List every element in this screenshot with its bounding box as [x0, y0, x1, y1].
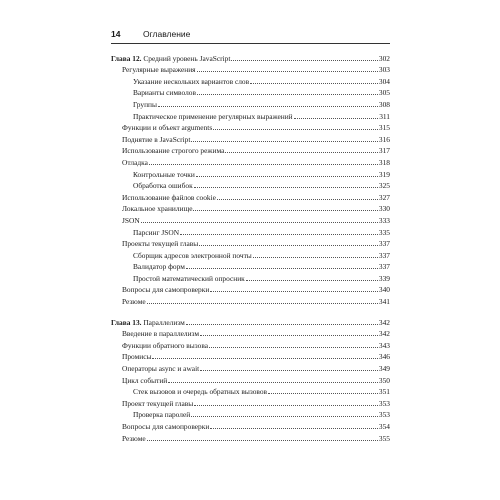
entry-title: Регулярные выражения: [122, 65, 196, 75]
dot-leader: [191, 415, 378, 417]
toc-entry[interactable]: [111, 283, 390, 295]
page-ref: 318: [378, 157, 390, 167]
chapter-gap: [111, 306, 390, 315]
page-ref: 351: [378, 387, 390, 397]
entry-title: Операторы async и await: [122, 364, 200, 374]
chapter-name: Средний уровень JavaScript: [143, 53, 231, 63]
toc-entry[interactable]: [111, 155, 390, 167]
page-ref: 305: [378, 88, 390, 98]
page-ref: 349: [378, 364, 390, 374]
entry-title: Варианты символов: [133, 88, 196, 98]
dot-leader: [186, 323, 378, 325]
page-ref: 302: [378, 53, 390, 63]
entry-title: JSON: [122, 215, 140, 225]
dot-leader: [152, 357, 377, 359]
toc-entry[interactable]: [111, 202, 390, 214]
dot-leader: [200, 334, 378, 336]
page-number: 14: [111, 29, 121, 39]
chapter-label: Глава 12.: [111, 53, 142, 63]
entry-title: Группы: [133, 99, 157, 109]
header-rule: [111, 43, 390, 44]
dot-leader: [196, 175, 378, 177]
entry-title: Локальное хранилище: [122, 204, 193, 214]
dot-leader: [209, 346, 378, 348]
dot-leader: [194, 404, 378, 406]
dot-leader: [147, 302, 378, 304]
page-ref: 339: [378, 273, 390, 283]
entry-title: Парсинг JSON: [133, 227, 180, 237]
dot-leader: [197, 93, 378, 95]
chapter-label: Глава 13.: [111, 317, 142, 327]
entry-title: Промисы: [122, 352, 152, 362]
page-ref: 346: [378, 352, 390, 362]
page-ref: 304: [378, 76, 390, 86]
page-ref: 353: [378, 410, 390, 420]
toc-entry[interactable]: [111, 396, 390, 408]
dot-leader: [147, 439, 378, 441]
toc-entry[interactable]: [111, 97, 390, 109]
chapter-title: [111, 318, 185, 327]
toc-entry[interactable]: [111, 361, 390, 373]
dot-leader: [213, 128, 378, 130]
dot-leader: [217, 198, 378, 200]
toc-entry[interactable]: [111, 431, 390, 443]
toc-entry[interactable]: [111, 86, 390, 98]
toc-entry[interactable]: [111, 132, 390, 144]
entry-title: Указание нескольких вариантов слов: [133, 76, 250, 86]
toc-entry[interactable]: [111, 179, 390, 191]
dot-leader: [186, 267, 378, 269]
dot-leader: [225, 151, 378, 153]
dot-leader: [199, 244, 378, 246]
page-ref: 303: [378, 65, 390, 75]
toc-entry[interactable]: [111, 327, 390, 339]
entry-title: Резюме: [122, 433, 146, 443]
page-ref: 355: [378, 433, 390, 443]
entry-title: Простой математический опросник: [133, 273, 245, 283]
page-ref: 333: [378, 215, 390, 225]
toc-entry[interactable]: [111, 260, 390, 272]
entry-title: Резюме: [122, 297, 146, 307]
dot-leader: [210, 427, 378, 429]
chapter-name: Параллелизм: [143, 317, 185, 327]
entry-title: Стек вызовов и очередь обратных вызовов: [133, 387, 268, 397]
toc-entry[interactable]: [111, 213, 390, 225]
toc-entry[interactable]: [111, 144, 390, 156]
page-ref: 335: [378, 227, 390, 237]
dot-leader: [149, 163, 378, 165]
page-ref: 315: [378, 123, 390, 133]
entry-title: Сборщик адресов электронной почты: [133, 250, 252, 260]
toc-entry[interactable]: [111, 294, 390, 306]
running-header: [111, 27, 390, 41]
entry-title: Функции обратного вызова: [122, 340, 209, 350]
page-ref: 330: [378, 204, 390, 214]
page-ref: 337: [378, 250, 390, 260]
entry-title: Обработка ошибок: [133, 181, 193, 191]
toc-entry[interactable]: [111, 237, 390, 249]
toc-entry[interactable]: [111, 419, 390, 431]
entry-title: Отладка: [122, 157, 148, 167]
dot-leader: [268, 392, 378, 394]
page-ref: 337: [378, 239, 390, 249]
toc-entry[interactable]: [111, 373, 390, 385]
dot-leader: [231, 59, 378, 61]
dot-leader: [158, 105, 378, 107]
dot-leader: [193, 209, 377, 211]
page-ref: 337: [378, 262, 390, 272]
toc-entry[interactable]: [111, 63, 390, 75]
page-ref: 342: [378, 329, 390, 339]
page-ref: 311: [379, 111, 390, 121]
dot-leader: [180, 233, 378, 235]
page-ref: 319: [378, 169, 390, 179]
entry-title: Поднятие в JavaScript: [122, 134, 191, 144]
entry-title: Цикл событий: [122, 375, 168, 385]
page-ref: 340: [378, 285, 390, 295]
page-ref: 353: [378, 398, 390, 408]
dot-leader: [191, 140, 378, 142]
dot-leader: [253, 256, 378, 258]
page-ref: 343: [378, 340, 390, 350]
page-ref: 327: [378, 192, 390, 202]
entry-title: Введение в параллелизм: [122, 329, 200, 339]
toc-chapter[interactable]: [111, 51, 390, 63]
page-ref: 350: [378, 375, 390, 385]
toc-entry[interactable]: [111, 190, 390, 202]
page-ref: 325: [378, 181, 390, 191]
toc-entry[interactable]: [111, 109, 390, 121]
dot-leader: [250, 82, 378, 84]
entry-title: Использование файлов cookie: [122, 192, 216, 202]
dot-leader: [194, 186, 378, 188]
page-ref: 308: [378, 99, 390, 109]
toc-entry[interactable]: [111, 271, 390, 283]
entry-title: Проверка паролей: [133, 410, 191, 420]
chapter-title: [111, 54, 230, 63]
dot-leader: [200, 369, 378, 371]
entry-title: Контрольные точки: [133, 169, 195, 179]
dot-leader: [210, 290, 378, 292]
page-ref: 317: [378, 146, 390, 156]
entry-title: Функции и объект arguments: [122, 123, 213, 133]
dot-leader: [141, 221, 378, 223]
dot-leader: [197, 70, 378, 72]
table-of-contents: [111, 51, 390, 443]
toc-chapter[interactable]: [111, 315, 390, 327]
page-ref: 354: [378, 422, 390, 431]
entry-title: Валидатор форм: [133, 262, 185, 272]
toc-entry[interactable]: [111, 225, 390, 237]
entry-title: Практическое применение регулярных выражений: [133, 111, 293, 121]
dot-leader: [246, 279, 378, 281]
toc-entry[interactable]: [111, 350, 390, 362]
toc-entry[interactable]: [111, 338, 390, 350]
toc-entry[interactable]: [111, 121, 390, 133]
entry-title: Проект текущей главы: [122, 398, 194, 408]
toc-entry[interactable]: [111, 74, 390, 86]
entry-title: Использование строгого режима: [122, 146, 225, 156]
dot-leader: [294, 117, 379, 119]
header-title: Оглавление: [143, 29, 191, 39]
toc-entry[interactable]: [111, 167, 390, 179]
entry-title: Вопросы для самопроверки: [122, 285, 210, 295]
toc-entry[interactable]: [111, 248, 390, 260]
entry-title: Вопросы для самопроверки: [122, 422, 210, 431]
page-ref: 342: [378, 317, 390, 327]
toc-entry[interactable]: [111, 385, 390, 397]
entry-title: Проекты текущей главы: [122, 239, 199, 249]
page-ref: 316: [378, 134, 390, 144]
toc-entry[interactable]: [111, 408, 390, 420]
dot-leader: [168, 381, 378, 383]
page-ref: 341: [378, 297, 390, 307]
